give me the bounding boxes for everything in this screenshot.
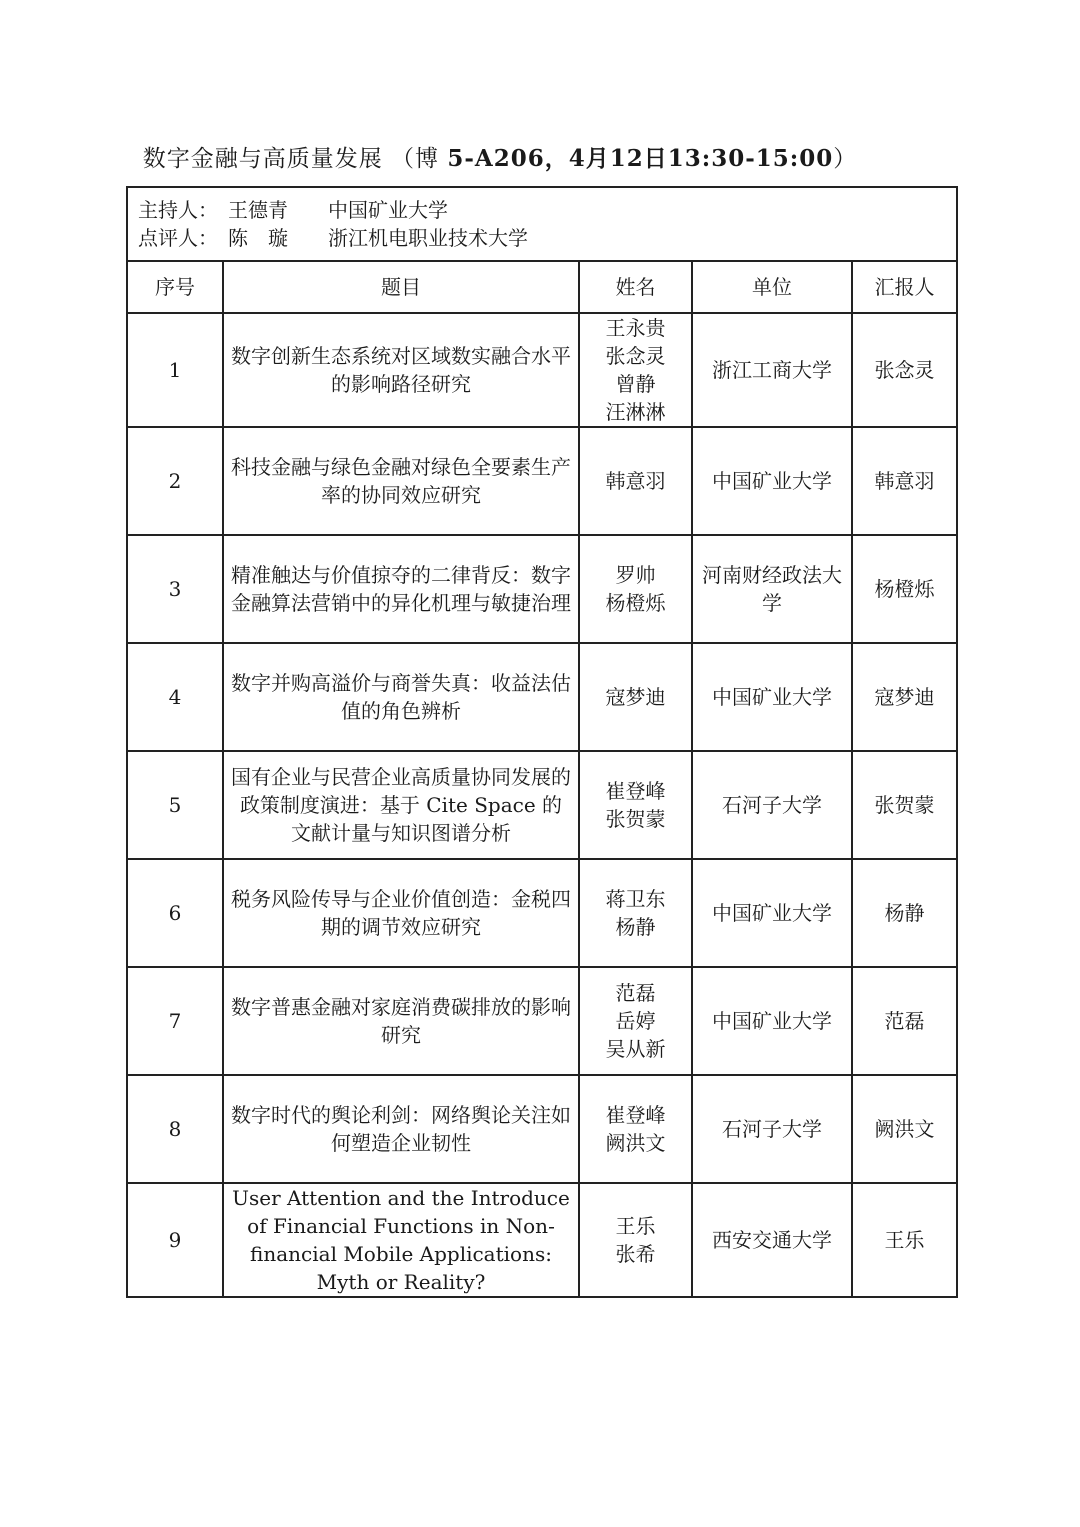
row-org: 西安交通大学 (692, 1183, 852, 1297)
author-name: 岳婷 (615, 1009, 656, 1033)
table-row (127, 859, 957, 967)
title-detail: 5-A206，4月12日13:30-15:00 (447, 145, 834, 172)
host-line (138, 196, 946, 224)
column-header-name: 姓名 (579, 261, 692, 313)
row-presenter: 王乐 (852, 1183, 957, 1297)
row-presenter: 杨静 (852, 859, 957, 967)
row-org: 中国矿业大学 (692, 643, 852, 751)
row-number: 9 (127, 1183, 223, 1297)
row-org: 河南财经政法大学 (692, 535, 852, 643)
row-topic: 科技金融与绿色金融对绿色全要素生产率的协同效应研究 (223, 427, 579, 535)
author-name: 王永贵 (605, 316, 666, 340)
row-topic: 精准触达与价值掠夺的二律背反：数字金融算法营销中的异化机理与敏捷治理 (223, 535, 579, 643)
table-row (127, 313, 957, 427)
session-info (127, 187, 957, 261)
row-number: 5 (127, 751, 223, 859)
author-name: 韩意羽 (605, 469, 666, 493)
row-number: 8 (127, 1075, 223, 1183)
row-authors (579, 427, 692, 535)
row-presenter: 杨橙烁 (852, 535, 957, 643)
row-presenter: 阙洪文 (852, 1075, 957, 1183)
row-presenter: 韩意羽 (852, 427, 957, 535)
row-org: 中国矿业大学 (692, 967, 852, 1075)
row-authors (579, 313, 692, 427)
host-name: 王德青 (228, 198, 288, 222)
table-row (127, 751, 957, 859)
host-org: 中国矿业大学 (328, 198, 448, 222)
row-presenter: 范磊 (852, 967, 957, 1075)
row-org: 中国矿业大学 (692, 859, 852, 967)
author-name: 崔登峰 (605, 1103, 666, 1127)
row-org: 石河子大学 (692, 1075, 852, 1183)
row-authors (579, 535, 692, 643)
column-header-topic: 题目 (223, 261, 579, 313)
table-row (127, 1183, 957, 1297)
schedule-table (126, 186, 958, 1298)
author-name: 吴从新 (605, 1037, 666, 1061)
table-row (127, 1075, 957, 1183)
row-number: 7 (127, 967, 223, 1075)
row-topic: 数字并购高溢价与商誉失真：收益法估值的角色辨析 (223, 643, 579, 751)
title-paren-close: ） (833, 146, 858, 172)
author-name: 蒋卫东 (605, 887, 666, 911)
title-main: 数字金融与高质量发展 (142, 146, 383, 172)
author-name: 张希 (615, 1242, 656, 1266)
table-row (127, 643, 957, 751)
row-number: 3 (127, 535, 223, 643)
author-name: 汪淋淋 (605, 400, 666, 424)
reviewer-org: 浙江机电职业技术大学 (328, 226, 528, 250)
column-header-org: 单位 (692, 261, 852, 313)
table-header-row (127, 261, 957, 313)
host-label: 主持人： (138, 198, 218, 222)
author-name: 罗帅 (615, 563, 656, 587)
column-header-presenter: 汇报人 (852, 261, 957, 313)
row-topic: 数字时代的舆论利剑：网络舆论关注如何塑造企业韧性 (223, 1075, 579, 1183)
row-authors (579, 967, 692, 1075)
author-name: 阙洪文 (605, 1131, 666, 1155)
row-number: 1 (127, 313, 223, 427)
row-topic: 国有企业与民营企业高质量协同发展的政策制度演进：基于 Cite Space 的文献计量与知识图谱分析 (223, 751, 579, 859)
row-number: 6 (127, 859, 223, 967)
row-authors (579, 859, 692, 967)
table-row (127, 535, 957, 643)
author-name: 寇梦迪 (605, 685, 666, 709)
author-name: 范磊 (615, 981, 656, 1005)
row-org: 石河子大学 (692, 751, 852, 859)
author-name: 杨静 (615, 915, 656, 939)
table-row (127, 427, 957, 535)
author-name: 王乐 (615, 1214, 656, 1238)
row-authors (579, 643, 692, 751)
row-topic: 数字创新生态系统对区域数实融合水平的影响路径研究 (223, 313, 579, 427)
title-paren-open: （博 (391, 146, 440, 172)
row-presenter: 寇梦迪 (852, 643, 957, 751)
row-presenter: 张贺蒙 (852, 751, 957, 859)
author-name: 杨橙烁 (605, 591, 666, 615)
reviewer-line (138, 224, 946, 252)
page-title (0, 140, 1000, 173)
row-number: 4 (127, 643, 223, 751)
row-presenter: 张念灵 (852, 313, 957, 427)
author-name: 张贺蒙 (605, 807, 666, 831)
author-name: 崔登峰 (605, 779, 666, 803)
row-authors (579, 1075, 692, 1183)
row-topic: User Attention and the Introduce of Financial Functions in Non-financial Mobile Applications: Myth or Reality? (223, 1183, 579, 1297)
row-org: 中国矿业大学 (692, 427, 852, 535)
reviewer-name: 陈 璇 (228, 226, 288, 250)
reviewer-label: 点评人： (138, 226, 218, 250)
row-number: 2 (127, 427, 223, 535)
row-org: 浙江工商大学 (692, 313, 852, 427)
column-header-no: 序号 (127, 261, 223, 313)
row-topic: 数字普惠金融对家庭消费碳排放的影响研究 (223, 967, 579, 1075)
author-name: 张念灵 (605, 344, 666, 368)
row-authors (579, 1183, 692, 1297)
table-row (127, 967, 957, 1075)
author-name: 曾静 (615, 372, 656, 396)
row-authors (579, 751, 692, 859)
row-topic: 税务风险传导与企业价值创造：金税四期的调节效应研究 (223, 859, 579, 967)
